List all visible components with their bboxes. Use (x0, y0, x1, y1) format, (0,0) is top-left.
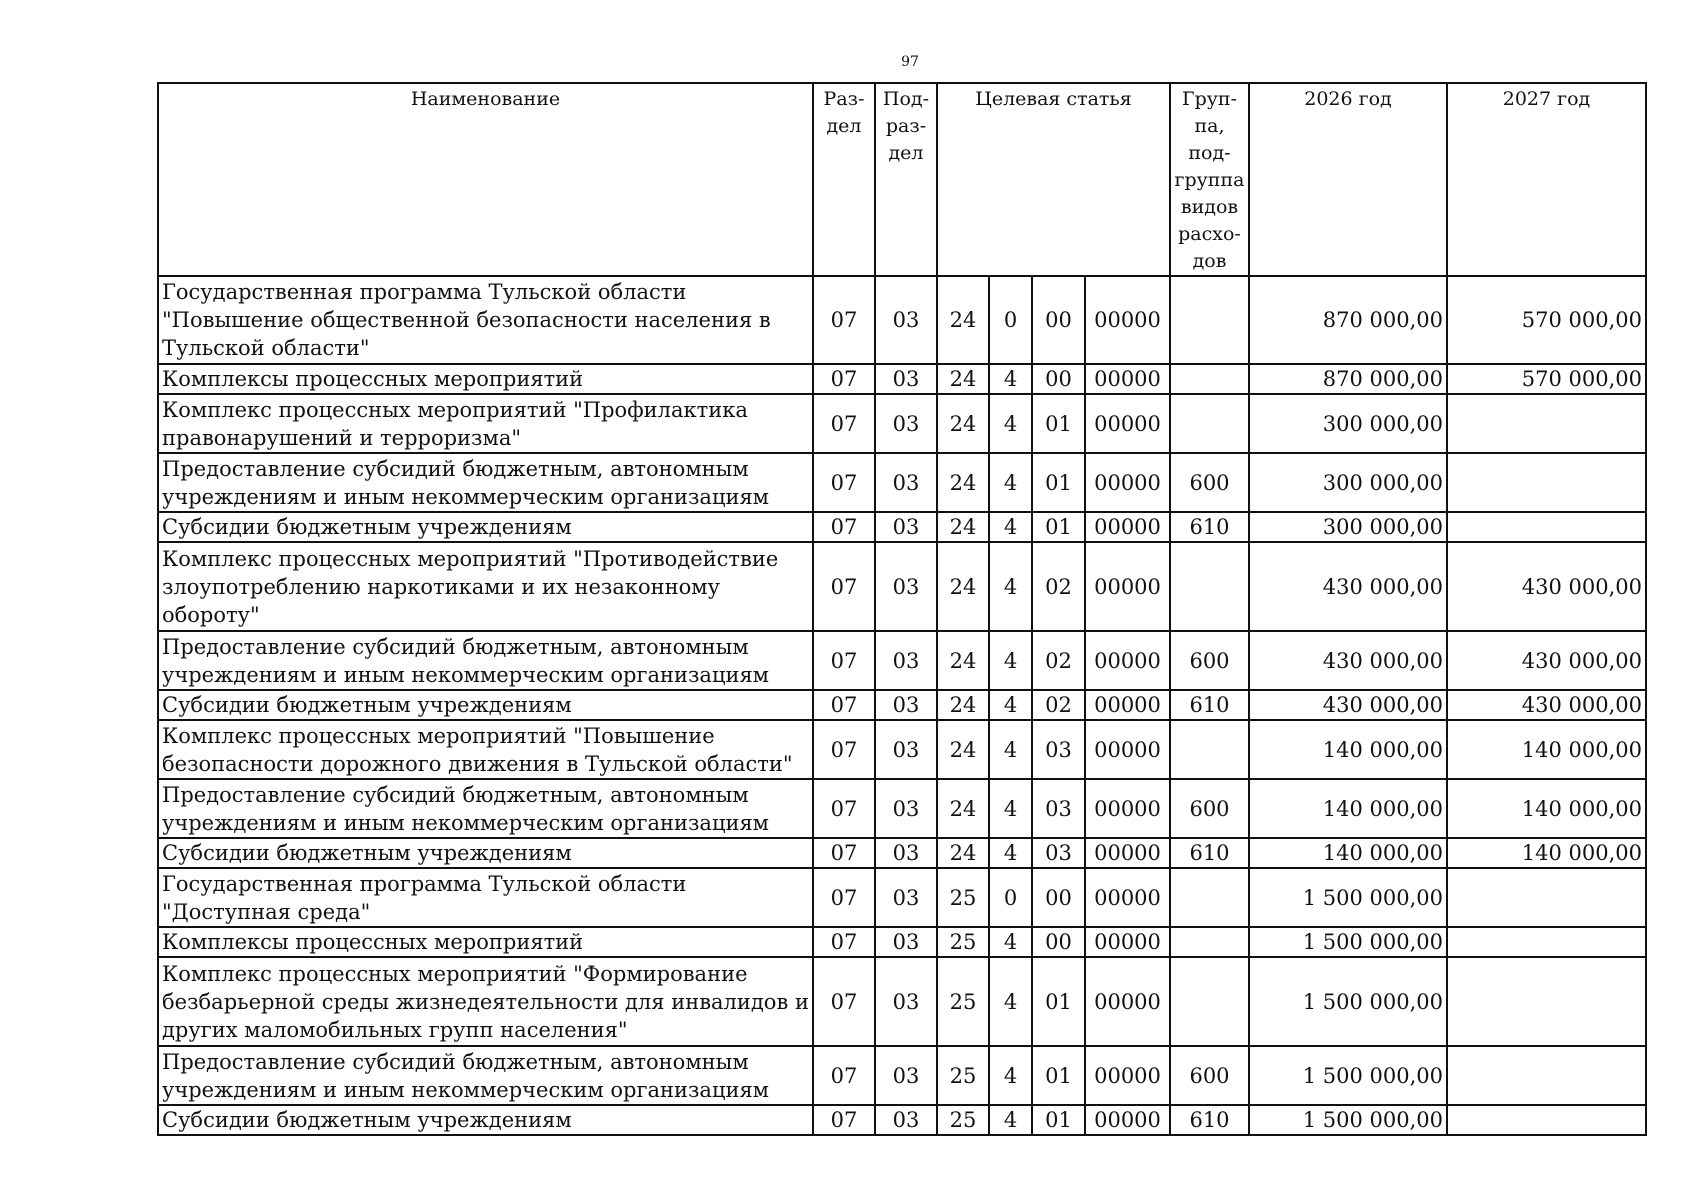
row-amount-2027 (1447, 453, 1646, 512)
row-cs-type: 4 (989, 838, 1032, 868)
row-cs-program: 24 (937, 838, 989, 868)
table-row (158, 364, 1646, 394)
row-amount-2027: 570 000,00 (1447, 276, 1646, 364)
row-cs-complex: 01 (1032, 512, 1085, 542)
row-cs-type: 0 (989, 868, 1032, 927)
row-cs-program: 25 (937, 868, 989, 927)
row-podrazdel: 03 (875, 927, 937, 957)
row-name: Субсидии бюджетным учреждениям (158, 512, 813, 542)
row-amount-2026: 1 500 000,00 (1249, 1105, 1447, 1135)
row-podrazdel: 03 (875, 276, 937, 364)
row-cs-program: 24 (937, 276, 989, 364)
row-cs-type: 4 (989, 394, 1032, 453)
row-podrazdel: 03 (875, 453, 937, 512)
row-cs-complex: 01 (1032, 1046, 1085, 1105)
row-cs-complex: 03 (1032, 720, 1085, 779)
row-cs-type: 4 (989, 631, 1032, 690)
row-name: Предоставление субсидий бюджетным, автономным учреждениям и иным некоммерческим организациям (158, 1046, 813, 1105)
row-name: Комплексы процессных мероприятий (158, 364, 813, 394)
row-amount-2026: 1 500 000,00 (1249, 927, 1447, 957)
row-amount-2027 (1447, 512, 1646, 542)
row-podrazdel: 03 (875, 868, 937, 927)
row-amount-2026: 300 000,00 (1249, 453, 1447, 512)
row-cs-complex: 01 (1032, 453, 1085, 512)
row-cs-complex: 01 (1032, 1105, 1085, 1135)
row-cs-direction: 00000 (1085, 453, 1170, 512)
row-razdel: 07 (813, 1046, 875, 1105)
row-amount-2027 (1447, 1105, 1646, 1135)
row-cs-type: 4 (989, 1046, 1032, 1105)
row-name: Предоставление субсидий бюджетным, автономным учреждениям и иным некоммерческим организациям (158, 453, 813, 512)
row-cs-program: 24 (937, 690, 989, 720)
row-cs-direction: 00000 (1085, 542, 1170, 631)
row-amount-2027: 430 000,00 (1447, 542, 1646, 631)
row-razdel: 07 (813, 512, 875, 542)
row-razdel: 07 (813, 927, 875, 957)
row-amount-2026: 300 000,00 (1249, 512, 1447, 542)
table-row (158, 927, 1646, 957)
row-cs-type: 4 (989, 690, 1032, 720)
row-cs-type: 4 (989, 1105, 1032, 1135)
row-cs-type: 4 (989, 720, 1032, 779)
row-cs-complex: 01 (1032, 394, 1085, 453)
row-cs-complex: 02 (1032, 690, 1085, 720)
row-vid-rashodov (1170, 927, 1249, 957)
row-podrazdel: 03 (875, 631, 937, 690)
row-amount-2027 (1447, 927, 1646, 957)
table-row (158, 957, 1646, 1046)
row-name: Государственная программа Тульской области "Доступная среда" (158, 868, 813, 927)
budget-table (157, 82, 1647, 1136)
header-2027: 2027 год (1447, 83, 1646, 276)
row-cs-complex: 02 (1032, 542, 1085, 631)
row-podrazdel: 03 (875, 779, 937, 838)
row-cs-type: 4 (989, 453, 1032, 512)
row-name: Комплексы процессных мероприятий (158, 927, 813, 957)
row-cs-direction: 00000 (1085, 957, 1170, 1046)
row-vid-rashodov: 600 (1170, 779, 1249, 838)
row-name: Комплекс процессных мероприятий "Противодействие злоупотреблению наркотиками и их незаконному обороту" (158, 542, 813, 631)
row-vid-rashodov: 610 (1170, 690, 1249, 720)
row-razdel: 07 (813, 364, 875, 394)
row-cs-complex: 03 (1032, 838, 1085, 868)
header-2026: 2026 год (1249, 83, 1447, 276)
row-razdel: 07 (813, 1105, 875, 1135)
row-vid-rashodov (1170, 394, 1249, 453)
row-amount-2027 (1447, 394, 1646, 453)
row-razdel: 07 (813, 720, 875, 779)
row-cs-direction: 00000 (1085, 927, 1170, 957)
row-cs-complex: 00 (1032, 364, 1085, 394)
row-cs-program: 24 (937, 364, 989, 394)
row-vid-rashodov: 610 (1170, 1105, 1249, 1135)
row-amount-2026: 870 000,00 (1249, 364, 1447, 394)
row-name: Предоставление субсидий бюджетным, автономным учреждениям и иным некоммерческим организациям (158, 779, 813, 838)
row-razdel: 07 (813, 868, 875, 927)
row-amount-2026: 140 000,00 (1249, 779, 1447, 838)
row-razdel: 07 (813, 276, 875, 364)
row-cs-program: 25 (937, 1046, 989, 1105)
row-amount-2026: 1 500 000,00 (1249, 957, 1447, 1046)
row-cs-type: 4 (989, 957, 1032, 1046)
row-podrazdel: 03 (875, 1046, 937, 1105)
row-cs-direction: 00000 (1085, 868, 1170, 927)
row-cs-complex: 02 (1032, 631, 1085, 690)
table-row (158, 453, 1646, 512)
row-cs-program: 24 (937, 542, 989, 631)
row-cs-complex: 01 (1032, 957, 1085, 1046)
row-cs-program: 24 (937, 512, 989, 542)
row-podrazdel: 03 (875, 394, 937, 453)
row-cs-complex: 00 (1032, 927, 1085, 957)
row-name: Комплекс процессных мероприятий "Профилактика правонарушений и терроризма" (158, 394, 813, 453)
row-vid-rashodov (1170, 276, 1249, 364)
row-podrazdel: 03 (875, 690, 937, 720)
header-podrazdel: Под-раз-дел (875, 83, 937, 276)
row-amount-2026: 140 000,00 (1249, 720, 1447, 779)
table-row (158, 838, 1646, 868)
row-razdel: 07 (813, 957, 875, 1046)
row-razdel: 07 (813, 838, 875, 868)
table-row (158, 394, 1646, 453)
row-razdel: 07 (813, 394, 875, 453)
table-row (158, 1105, 1646, 1135)
row-name: Субсидии бюджетным учреждениям (158, 690, 813, 720)
row-cs-type: 4 (989, 512, 1032, 542)
row-amount-2026: 430 000,00 (1249, 542, 1447, 631)
row-vid-rashodov (1170, 957, 1249, 1046)
row-cs-direction: 00000 (1085, 779, 1170, 838)
row-vid-rashodov (1170, 364, 1249, 394)
table-header-row (158, 83, 1646, 276)
row-vid-rashodov: 600 (1170, 453, 1249, 512)
row-name: Государственная программа Тульской области "Повышение общественной безопасности населения в Тульской области" (158, 276, 813, 364)
row-cs-program: 24 (937, 779, 989, 838)
row-cs-direction: 00000 (1085, 838, 1170, 868)
table-row (158, 512, 1646, 542)
row-amount-2027 (1447, 868, 1646, 927)
row-razdel: 07 (813, 453, 875, 512)
row-cs-direction: 00000 (1085, 1105, 1170, 1135)
row-vid-rashodov: 610 (1170, 512, 1249, 542)
row-cs-direction: 00000 (1085, 1046, 1170, 1105)
row-vid-rashodov: 610 (1170, 838, 1249, 868)
row-name: Предоставление субсидий бюджетным, автономным учреждениям и иным некоммерческим организациям (158, 631, 813, 690)
row-amount-2027: 140 000,00 (1447, 779, 1646, 838)
header-celevaya-statya: Целевая статья (937, 83, 1170, 276)
table-row (158, 868, 1646, 927)
row-cs-program: 24 (937, 720, 989, 779)
row-vid-rashodov: 600 (1170, 631, 1249, 690)
row-podrazdel: 03 (875, 542, 937, 631)
row-cs-complex: 00 (1032, 868, 1085, 927)
row-vid-rashodov (1170, 720, 1249, 779)
table-row (158, 779, 1646, 838)
row-cs-direction: 00000 (1085, 631, 1170, 690)
row-razdel: 07 (813, 690, 875, 720)
row-cs-program: 25 (937, 1105, 989, 1135)
row-cs-type: 0 (989, 276, 1032, 364)
row-vid-rashodov: 600 (1170, 1046, 1249, 1105)
row-name: Субсидии бюджетным учреждениям (158, 838, 813, 868)
header-name: Наименование (158, 83, 813, 276)
table-row (158, 690, 1646, 720)
row-podrazdel: 03 (875, 512, 937, 542)
row-amount-2026: 430 000,00 (1249, 690, 1447, 720)
table-row (158, 276, 1646, 364)
row-cs-direction: 00000 (1085, 720, 1170, 779)
row-name: Комплекс процессных мероприятий "Формирование безбарьерной среды жизнедеятельности для инвалидов и других маломобильных групп населения" (158, 957, 813, 1046)
row-cs-complex: 03 (1032, 779, 1085, 838)
row-cs-program: 24 (937, 394, 989, 453)
row-cs-direction: 00000 (1085, 690, 1170, 720)
row-amount-2026: 1 500 000,00 (1249, 1046, 1447, 1105)
row-amount-2027 (1447, 957, 1646, 1046)
row-razdel: 07 (813, 779, 875, 838)
row-amount-2027: 430 000,00 (1447, 631, 1646, 690)
table-row (158, 1046, 1646, 1105)
row-podrazdel: 03 (875, 1105, 937, 1135)
row-amount-2027 (1447, 1046, 1646, 1105)
row-amount-2026: 1 500 000,00 (1249, 868, 1447, 927)
row-cs-type: 4 (989, 927, 1032, 957)
row-amount-2027: 140 000,00 (1447, 720, 1646, 779)
table-row (158, 631, 1646, 690)
row-razdel: 07 (813, 542, 875, 631)
row-amount-2027: 140 000,00 (1447, 838, 1646, 868)
header-razdel: Раз-дел (813, 83, 875, 276)
row-cs-type: 4 (989, 364, 1032, 394)
row-cs-program: 25 (937, 927, 989, 957)
row-cs-direction: 00000 (1085, 394, 1170, 453)
row-cs-program: 24 (937, 631, 989, 690)
row-amount-2027: 430 000,00 (1447, 690, 1646, 720)
row-podrazdel: 03 (875, 838, 937, 868)
row-amount-2027: 570 000,00 (1447, 364, 1646, 394)
row-cs-direction: 00000 (1085, 512, 1170, 542)
row-amount-2026: 140 000,00 (1249, 838, 1447, 868)
row-razdel: 07 (813, 631, 875, 690)
row-vid-rashodov (1170, 868, 1249, 927)
row-name: Субсидии бюджетным учреждениям (158, 1105, 813, 1135)
row-cs-type: 4 (989, 779, 1032, 838)
row-cs-program: 24 (937, 453, 989, 512)
row-cs-complex: 00 (1032, 276, 1085, 364)
row-podrazdel: 03 (875, 364, 937, 394)
page-number: 97 (901, 54, 919, 70)
row-podrazdel: 03 (875, 957, 937, 1046)
row-amount-2026: 870 000,00 (1249, 276, 1447, 364)
row-name: Комплекс процессных мероприятий "Повышение безопасности дорожного движения в Тульской области" (158, 720, 813, 779)
row-vid-rashodov (1170, 542, 1249, 631)
row-cs-type: 4 (989, 542, 1032, 631)
row-cs-direction: 00000 (1085, 276, 1170, 364)
row-cs-program: 25 (937, 957, 989, 1046)
row-amount-2026: 300 000,00 (1249, 394, 1447, 453)
row-cs-direction: 00000 (1085, 364, 1170, 394)
row-podrazdel: 03 (875, 720, 937, 779)
header-gruppa-vidov-rashodov: Груп-па, под-группа видов расхо-дов (1170, 83, 1249, 276)
table-row (158, 542, 1646, 631)
table-row (158, 720, 1646, 779)
row-amount-2026: 430 000,00 (1249, 631, 1447, 690)
